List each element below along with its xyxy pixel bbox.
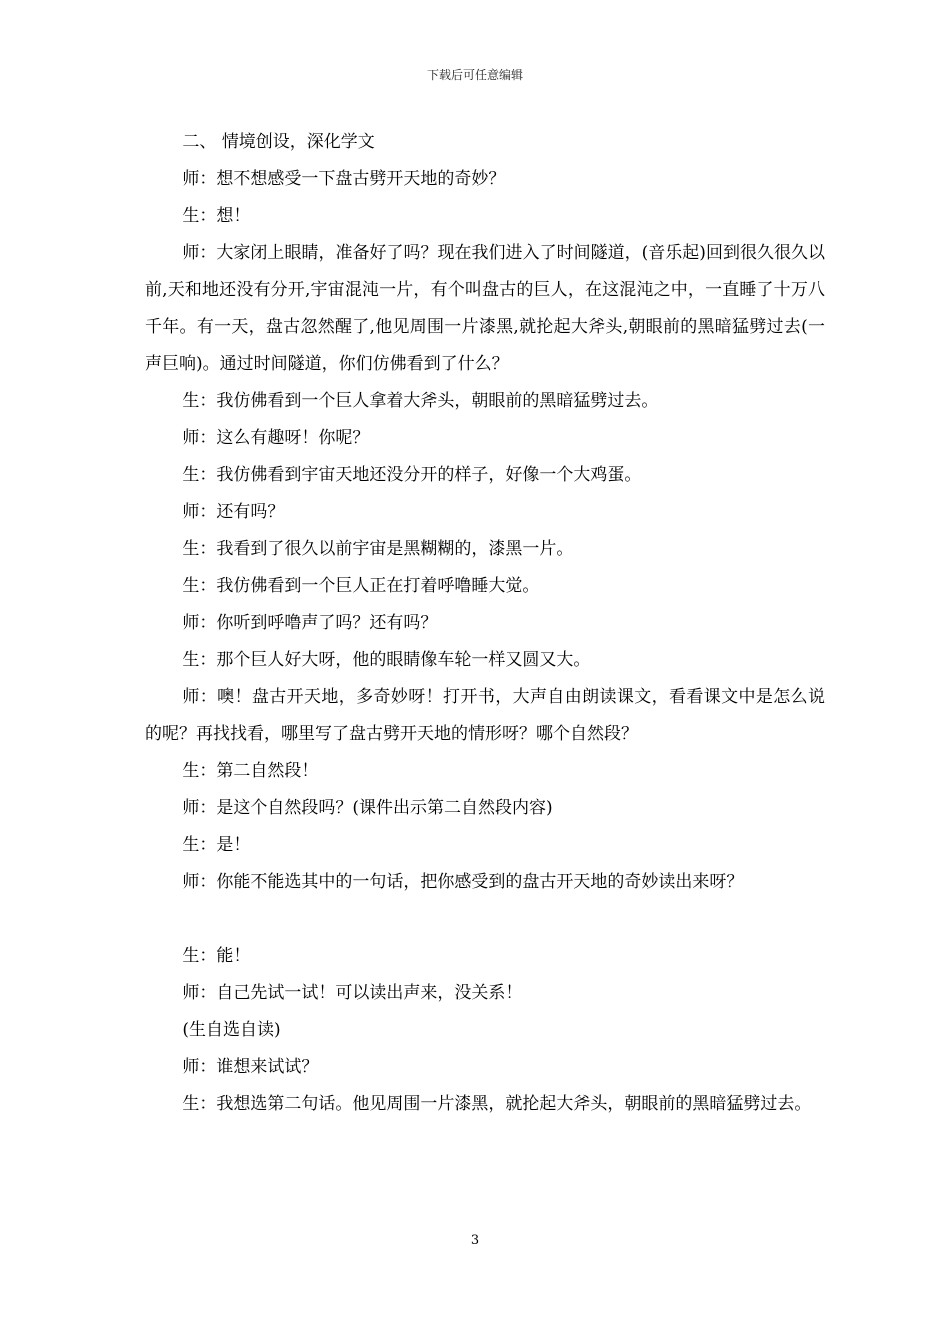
dialogue-line: 生：我仿佛看到一个巨人正在打着呼噜睡大觉。	[182, 576, 540, 596]
dialogue-line: 师：你能不能选其中的一句话，把你感受到的盘古开天地的奇妙读出来呀？	[182, 872, 744, 892]
dialogue-line: 师：这么有趣呀！你呢？	[182, 428, 370, 448]
dialogue-line: 师：你听到呼噜声了吗？还有吗？	[182, 613, 438, 633]
dialogue-line: 生：我想选第二句话。他见周围一片漆黑，就抡起大斧头，朝眼前的黑暗猛劈过去。	[182, 1094, 812, 1114]
document-body	[145, 124, 825, 1123]
dialogue-line: 师：噢！盘古开天地，多奇妙呀！打开书，大声自由朗读课文，看看课文中是怎么说的呢？再找找看，哪里写了盘古劈开天地的情形呀？哪个自然段？	[145, 687, 825, 744]
dialogue-line: 生：我看到了很久以前宇宙是黑糊糊的，漆黑一片。	[182, 539, 574, 559]
blank-line	[145, 901, 825, 938]
dialogue-line: 师：想不想感受一下盘古劈开天地的奇妙？	[182, 169, 506, 189]
dialogue-line: 生：能！	[182, 946, 251, 966]
page-number: 3	[470, 1233, 480, 1248]
section-heading: 二、 情境创设，深化学文	[182, 132, 375, 152]
dialogue-line: 生：第二自然段！	[182, 761, 319, 781]
dialogue-line: 师：大家闭上眼睛，准备好了吗？现在我们进入了时间隧道，(音乐起)回到很久很久以前,天和地还没有分开,宇宙混沌一片，有个叫盘古的巨人，在这混沌之中，一直睡了十万八千年。有一天，盘古忽然醒了,他见周围一片漆黑,就抡起大斧头,朝眼前的黑暗猛劈过去(一声巨响)。通过时间隧道，你们仿佛看到了什么？	[145, 243, 825, 374]
dialogue-line: 生：我仿佛看到宇宙天地还没分开的样子，好像一个大鸡蛋。	[182, 465, 642, 485]
dialogue-line: 生：想！	[182, 206, 251, 226]
dialogue-line: 师：还有吗？	[182, 502, 285, 522]
dialogue-line: 师：自己先试一试！可以读出声来，没关系！	[182, 983, 523, 1003]
stage-direction: (生自选自读)	[182, 1020, 281, 1040]
dialogue-line: 生：那个巨人好大呀，他的眼睛像车轮一样又圆又大。	[182, 650, 591, 670]
dialogue-line: 生：是！	[182, 835, 251, 855]
dialogue-line: 师：是这个自然段吗？(课件出示第二自然段内容)	[182, 798, 553, 818]
page-header: 下载后可任意编辑	[426, 68, 523, 82]
dialogue-line: 生：我仿佛看到一个巨人拿着大斧头，朝眼前的黑暗猛劈过去。	[182, 391, 659, 411]
dialogue-line: 师：谁想来试试？	[182, 1057, 319, 1077]
